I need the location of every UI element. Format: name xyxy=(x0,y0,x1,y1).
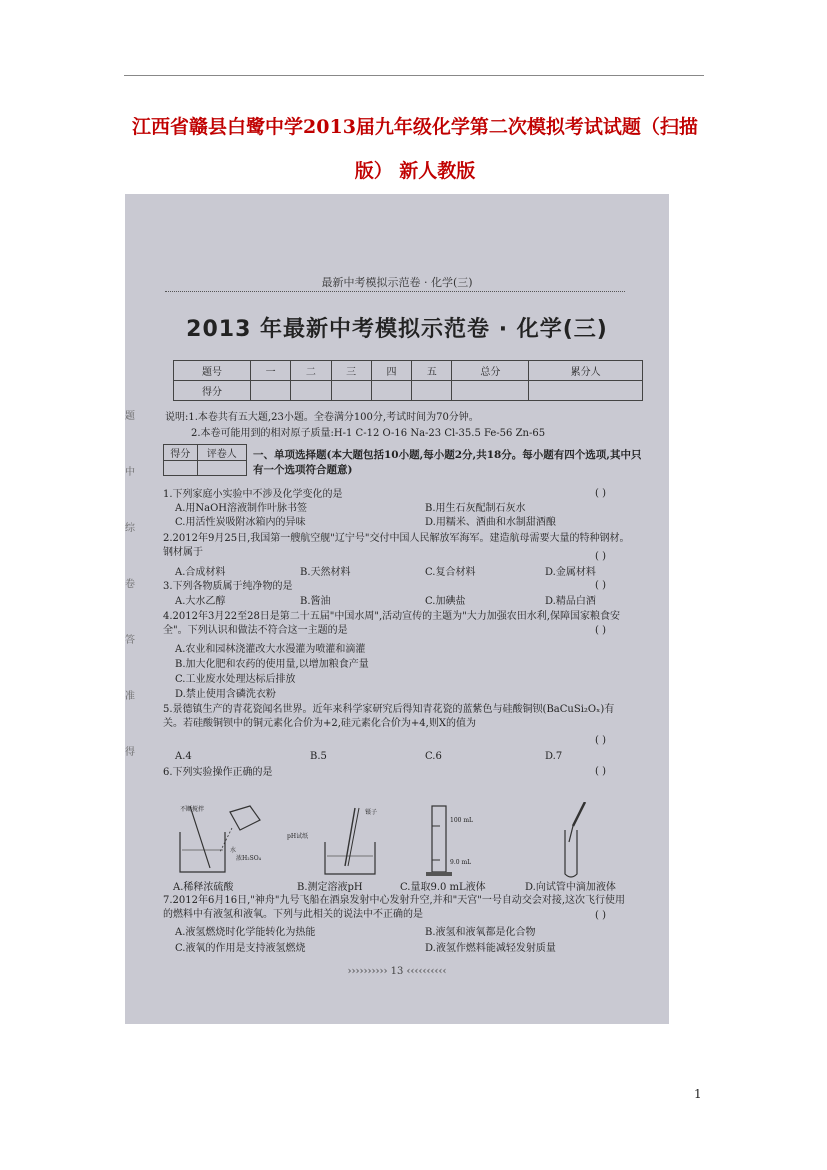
label-ph-paper: pH试纸 xyxy=(287,833,309,840)
option: C.6 xyxy=(425,751,442,762)
score-cell: 一 xyxy=(250,361,290,381)
option: C.用活性炭吸附冰箱内的异味 xyxy=(175,517,306,528)
answer-paren: ( ) xyxy=(595,910,606,921)
title-line-2: 版） 新人教版 xyxy=(354,160,476,182)
option: B.用生石灰配制石灰水 xyxy=(425,503,526,514)
side-mark: 答 xyxy=(125,635,135,646)
question-7-stem: 7.2012年6月16日,"神舟"九号飞船在酒泉发射中心发射升空,并和"天宫"一号自动交会对接,这次飞行使用的燃料中有液氢和液氧。下列与此相关的说法中不正确的是 xyxy=(163,895,626,920)
header-rule xyxy=(124,75,704,76)
grader-box xyxy=(163,444,247,476)
side-mark: 题 xyxy=(125,411,135,422)
option: D.液氢作燃料能减轻发射质量 xyxy=(425,943,556,954)
grader-cell: 得分 xyxy=(164,445,198,461)
score-cell-empty xyxy=(412,381,452,401)
option: D.精品白酒 xyxy=(545,596,596,607)
score-cell: 总分 xyxy=(452,361,529,381)
option: B.天然材料 xyxy=(300,567,351,578)
exam-running-header: 最新中考模拟示范卷 · 化学(三) xyxy=(321,276,473,289)
score-cell: 累分人 xyxy=(529,361,643,381)
question-6-stem: 6.下列实验操作正确的是 xyxy=(163,767,273,778)
option: C.复合材料 xyxy=(425,567,476,578)
caption-c: C.量取9.0 mL液体 xyxy=(400,882,486,893)
question-1-stem: 1.下列家庭小实验中不涉及化学变化的是 xyxy=(163,489,343,500)
option: C.加碘盐 xyxy=(425,596,466,607)
answer-paren: ( ) xyxy=(595,735,606,746)
exam-title: 2013 年最新中考模拟示范卷 · 化学(三) xyxy=(186,317,608,342)
label-water: 水 xyxy=(230,847,237,854)
score-table-header-row xyxy=(174,361,643,381)
figure-b-ph-test xyxy=(285,802,395,878)
option: D.用糯米、酒曲和水制甜酒酿 xyxy=(425,517,556,528)
score-cell: 得分 xyxy=(174,381,251,401)
answer-paren: ( ) xyxy=(595,488,606,499)
score-cell: 题号 xyxy=(174,361,251,381)
document-title xyxy=(110,105,720,193)
grader-cell: 评卷人 xyxy=(197,445,246,461)
label-stir: 不断搅拌 xyxy=(180,806,205,813)
side-mark: 综 xyxy=(125,523,135,534)
side-mark: 得 xyxy=(125,747,135,758)
note-line: 2.本卷可能用到的相对原子质量:H-1 C-12 O-16 Na-23 Cl-35.5 Fe-56 Zn-65 xyxy=(191,428,546,439)
side-marks xyxy=(125,389,135,781)
score-cell-empty xyxy=(250,381,290,401)
score-cell: 四 xyxy=(371,361,411,381)
score-cell-empty xyxy=(291,381,331,401)
grader-cell-empty xyxy=(197,461,246,476)
question-2-stem: 2.2012年9月25日,我国第一艘航空舰"辽宁号"交付中国人民解放军海军。建造航母需要大量的特种钢材。钢材属于 xyxy=(163,533,630,558)
scan-page-footer: ›››››››››› 13 ‹‹‹‹‹‹‹‹‹‹ xyxy=(347,966,447,977)
side-mark: 准 xyxy=(125,691,135,702)
question-3-stem: 3.下列各物质属于纯净物的是 xyxy=(163,581,293,592)
option: B.5 xyxy=(310,751,327,762)
side-mark: 卷 xyxy=(125,579,135,590)
option: D.金属材料 xyxy=(545,567,596,578)
label-9ml: 9.0 mL xyxy=(450,859,472,866)
score-table-score-row xyxy=(174,381,643,401)
option: A.液氢燃烧时化学能转化为热能 xyxy=(175,927,316,938)
option: C.液氧的作用是支持液氢燃烧 xyxy=(175,943,306,954)
score-cell-empty xyxy=(331,381,371,401)
question-5-stem: 5.景德镇生产的青花瓷闻名世界。近年来科学家研究后得知青花瓷的蓝紫色与硅酸铜钡(BaCuSi₂Oₓ)有关。若硅酸铜钡中的铜元素化合价为+2,硅元素化合价为+4,则X的值为 xyxy=(163,704,615,729)
option: B.酱油 xyxy=(300,596,331,607)
option: D.7 xyxy=(545,751,563,762)
answer-paren: ( ) xyxy=(595,551,606,562)
answer-paren: ( ) xyxy=(595,625,606,636)
header-dotted-line xyxy=(165,291,625,292)
grader-cell-empty xyxy=(164,461,198,476)
option: A.合成材料 xyxy=(175,567,226,578)
label-tweezers: 镊子 xyxy=(365,809,378,816)
title-line-1: 江西省赣县白鹭中学2013届九年级化学第二次模拟考试试题（扫描 xyxy=(132,116,698,138)
caption-d: D.向试管中滴加液体 xyxy=(525,882,616,893)
answer-paren: ( ) xyxy=(595,766,606,777)
score-table xyxy=(173,360,643,401)
option: A.农业和园林浇灌改大水漫灌为喷灌和滴灌 xyxy=(175,644,366,655)
side-mark: 中 xyxy=(125,467,135,478)
label-acid: 浓H₂SO₄ xyxy=(236,855,262,862)
label-100ml: 100 mL xyxy=(450,817,474,824)
caption-b: B.测定溶液pH xyxy=(297,882,363,893)
score-cell-empty xyxy=(529,381,643,401)
answer-paren: ( ) xyxy=(595,580,606,591)
score-cell-empty xyxy=(371,381,411,401)
score-cell-empty xyxy=(452,381,529,401)
figure-c-graduated-cylinder xyxy=(420,802,510,878)
scanned-exam-image xyxy=(125,194,669,1024)
score-cell: 五 xyxy=(412,361,452,381)
section-title: 一、单项选择题(本大题包括10小题,每小题2分,共18分。每小题有四个选项,其中只有一个选项符合题意) xyxy=(253,449,642,476)
figure-d-dropper xyxy=(545,802,615,878)
exam-notes xyxy=(165,410,655,442)
option: B.液氢和液氧都是化合物 xyxy=(425,927,536,938)
page-number: 1 xyxy=(694,1087,702,1101)
option: C.工业废水处理达标后排放 xyxy=(175,674,296,685)
figure-a-dilute-acid xyxy=(170,802,270,878)
score-cell: 三 xyxy=(331,361,371,381)
note-line: 说明:1.本卷共有五大题,23小题。全卷满分100分,考试时间为70分钟。 xyxy=(165,412,479,423)
caption-a: A.稀释浓硫酸 xyxy=(173,882,234,893)
option: A.用NaOH溶液制作叶脉书签 xyxy=(175,503,308,514)
option: D.禁止使用含磷洗衣粉 xyxy=(175,689,276,700)
option: A.4 xyxy=(175,751,192,762)
option: A.大水乙醇 xyxy=(175,596,226,607)
score-cell: 二 xyxy=(291,361,331,381)
question-4-stem: 4.2012年3月22至28日是第二十五届"中国水周",活动宣传的主题为"大力加强农田水利,保障国家粮食安全"。下列认识和做法不符合这一主题的是 xyxy=(163,611,620,636)
option: B.加大化肥和农药的使用量,以增加粮食产量 xyxy=(175,659,369,670)
